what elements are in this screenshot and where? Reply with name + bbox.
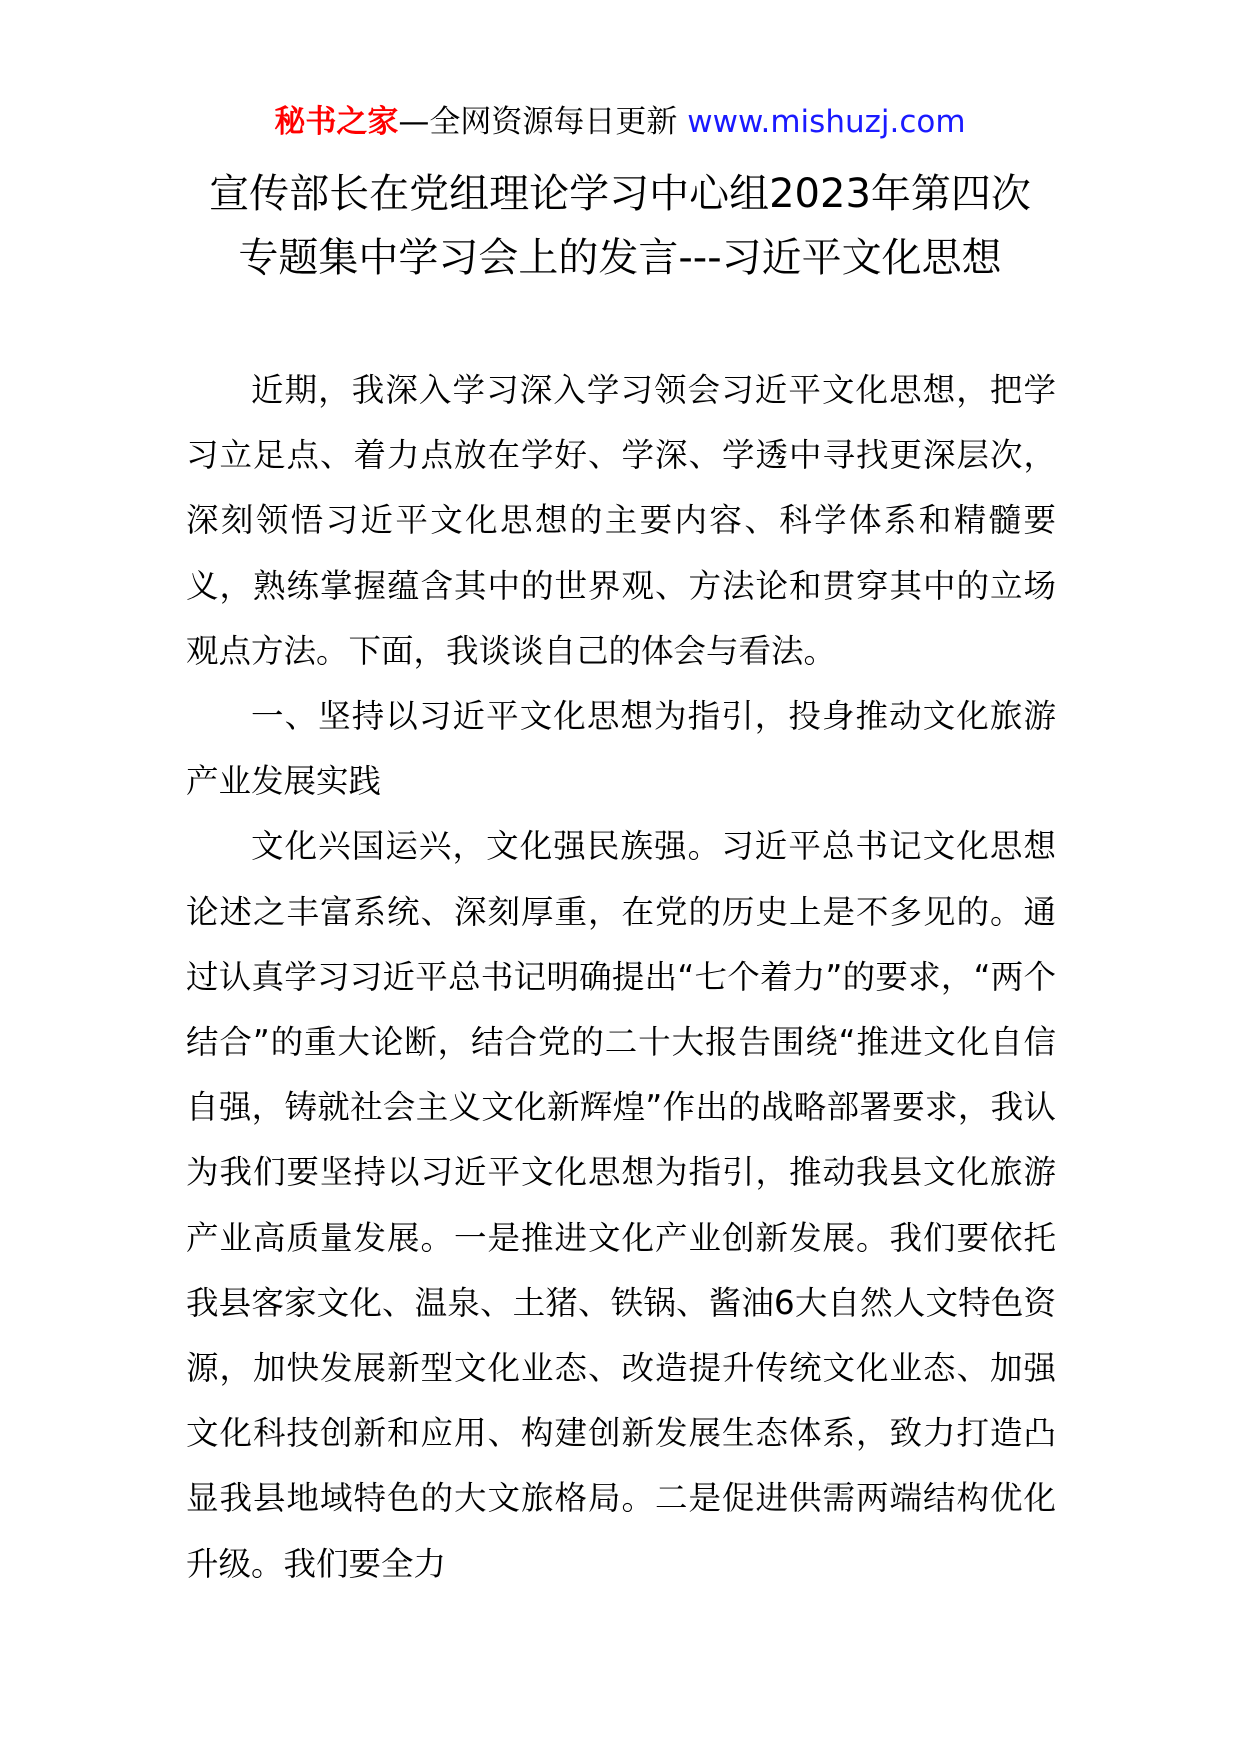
document-title-line-2: 专题集中学习会上的发言---习近平文化思想 <box>238 235 1002 281</box>
site-brand: 秘书之家 <box>274 104 399 140</box>
paragraph-intro: 近期，我深入学习深入学习领会习近平文化思想，把学习立足点、着力点放在学好、学深、学透中寻找更深层次，深刻领悟习近平文化思想的主要内容、科学体系和精髓要义，熟练掌握蕴含其中的世界观、方法论和贯穿其中的立场观点方法。下面，我谈谈自己的体会与看法。 <box>186 371 1056 670</box>
paragraph-section-1: 文化兴国运兴，文化强民族强。习近平总书记文化思想论述之丰富系统、深刻厚重，在党的历史上是不多见的。通过认真学习习近平总书记明确提出“七个着力”的要求，“两个结合”的重大论断，结合党的二十大报告围绕“推进文化自信自强，铸就社会主义文化新辉煌”作出的战略部署要求，我认为我们要坚持以习近平文化思想为指引，推动我县文化旅游产业高质量发展。一是推进文化产业创新发展。我们要依托我县客家文化、温泉、土猪、铁锅、酱油6大自然人文特色资源，加快发展新型文化业态、改造提升传统文化业态、加强文化科技创新和应用、构建创新发展生态体系，致力打造凸显我县地域特色的大文旅格局。二是促进供需两端结构优化升级。我们要全力 <box>186 827 1056 1583</box>
site-url-link[interactable]: www.mishuzj.com <box>687 104 966 140</box>
site-tagline: —全网资源每日更新 <box>398 104 678 140</box>
site-header <box>0 100 1240 144</box>
document-title <box>120 162 1120 290</box>
section-heading-1: 一、坚持以习近平文化思想为指引，投身推动文化旅游产业发展实践 <box>186 697 1056 801</box>
document-body <box>186 358 1056 1597</box>
document-title-line-1: 宣传部长在党组理论学习中心组2023年第四次 <box>209 171 1031 217</box>
